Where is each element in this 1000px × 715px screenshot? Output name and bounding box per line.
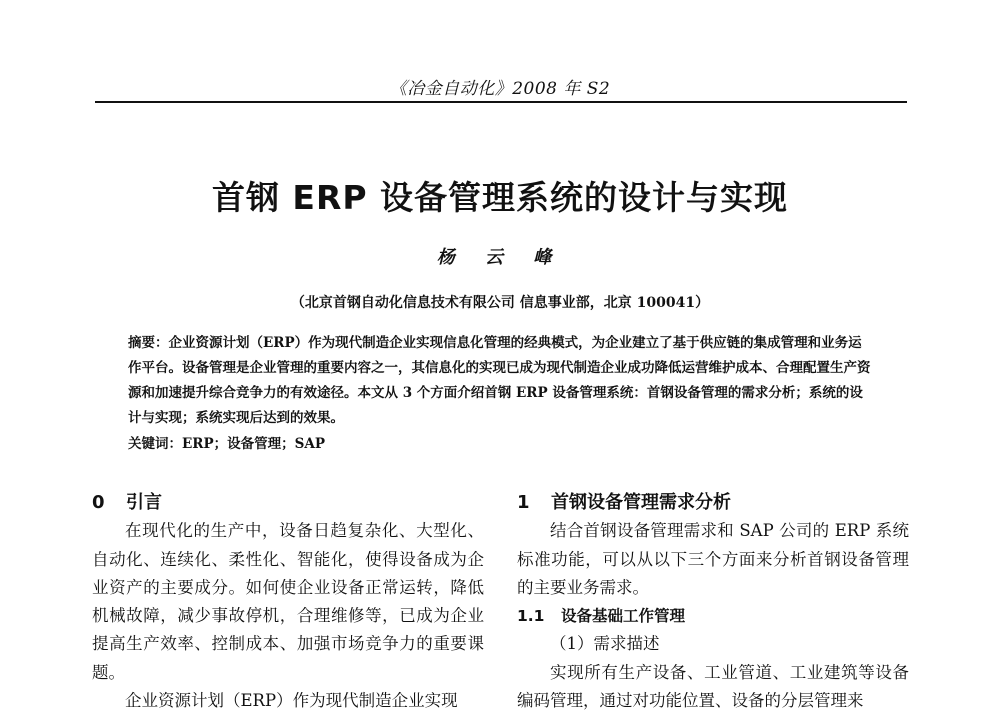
abstract-label: 摘要： <box>128 335 169 351</box>
keywords-text: ERP；设备管理；SAP <box>182 436 326 452</box>
subsection-heading <box>517 602 909 630</box>
author-affiliation: （北京首钢自动化信息技术有限公司 信息事业部，北京 100041） <box>290 295 710 311</box>
section-title: 引言 <box>126 492 162 513</box>
section-number: 1 <box>517 492 530 513</box>
right-column <box>517 489 909 715</box>
article-author: 杨 云 峰 <box>436 247 564 268</box>
abstract <box>128 331 875 431</box>
header-rule <box>95 101 907 103</box>
keywords-label: 关键词： <box>128 436 182 452</box>
body-paragraph: 企业资源计划（ERP）作为现代制造企业实现 <box>125 691 458 711</box>
section-heading-intro <box>92 489 484 517</box>
body-paragraph: 在现代化的生产中，设备日趋复杂化、大型化、自动化、连续化、柔性化、智能化，使得设备成为企业资产的主要成分。如何使企业设备正常运转，降低机械故障，减少事故停机，合理维修等，已成为企业提高生产效率、控制成本、加强市场竞争力的重要课题。 <box>92 521 484 682</box>
section-title: 首钢设备管理需求分析 <box>551 492 731 513</box>
section-heading-requirements <box>517 489 909 517</box>
list-item: （1）需求描述 <box>550 634 660 654</box>
abstract-text: 企业资源计划（ERP）作为现代制造企业实现信息化管理的经典模式，为企业建立了基于供应链的集成管理和业务运作平台。设备管理是企业管理的重要内容之一，其信息化的实现已成为现代制造企业成功降低运营维护成本、合理配置生产资源和加速提升综合竞争力的有效途径。本文从 3 个方面介绍首钢 ERP 设备管理系统：首钢设备管理的需求分析；系统的设计与实现；系统实现后达到的效果。 <box>128 335 871 426</box>
article-title: 首钢 ERP 设备管理系统的设计与实现 <box>211 178 789 217</box>
journal-header: 《冶金自动化》2008 年 S2 <box>389 79 611 99</box>
body-paragraph: 实现所有生产设备、工业管道、工业建筑等设备编码管理，通过对功能位置、设备的分层管理来 <box>517 662 909 711</box>
subsection-number: 1.1 <box>517 607 545 626</box>
section-number: 0 <box>92 492 105 513</box>
subsection-title: 设备基础工作管理 <box>561 607 686 626</box>
keywords <box>128 434 875 454</box>
body-paragraph: 结合首钢设备管理需求和 SAP 公司的 ERP 系统标准功能，可以从以下三个方面来分析首钢设备管理的主要业务需求。 <box>517 521 909 597</box>
left-column <box>92 489 484 715</box>
